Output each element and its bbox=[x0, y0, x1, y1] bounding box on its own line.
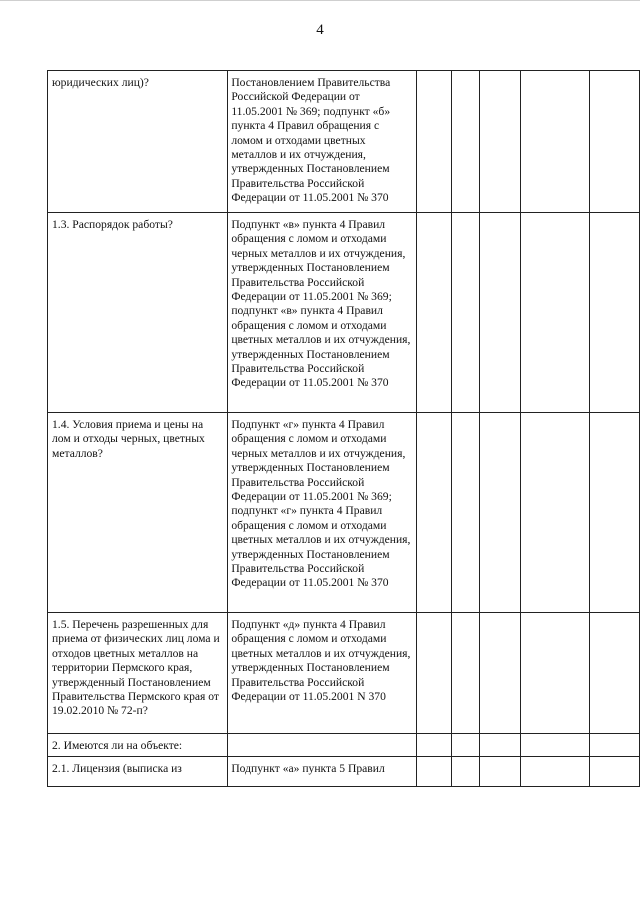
empty-cell bbox=[589, 734, 639, 757]
empty-cell bbox=[451, 613, 479, 734]
empty-cell bbox=[479, 413, 520, 613]
legal-basis-cell: Подпункт «а» пункта 5 Правил bbox=[228, 757, 417, 787]
question-cell: 1.3. Распорядок работы? bbox=[48, 213, 228, 413]
legal-basis-cell: Подпункт «д» пункта 4 Правил обращения с ломом и отходами цветных металлов и их отчуждения, утвержденных Постановлением Правительства Российской Федерации от 11.05.2001 N 370 bbox=[228, 613, 417, 734]
table-row bbox=[48, 413, 640, 613]
question-cell: юридических лиц)? bbox=[48, 71, 228, 213]
empty-cell bbox=[589, 71, 639, 213]
empty-cell bbox=[451, 213, 479, 413]
empty-cell bbox=[589, 757, 639, 787]
table-row bbox=[48, 734, 640, 757]
empty-cell bbox=[520, 213, 589, 413]
page-top-edge bbox=[0, 0, 640, 1]
empty-cell bbox=[589, 213, 639, 413]
question-cell: 2. Имеются ли на объекте: bbox=[48, 734, 228, 757]
legal-basis-cell bbox=[228, 734, 417, 757]
legal-basis-cell: Постановлением Правительства Российской Федерации от 11.05.2001 № 369; подпункт «б» пункта 4 Правил обращения с ломом и отходами цветных металлов и их отчуждения, утвержденных Постановлением Правительства Российской Федерации от 11.05.2001 № 370 bbox=[228, 71, 417, 213]
empty-cell bbox=[520, 613, 589, 734]
empty-cell bbox=[417, 71, 451, 213]
question-cell: 2.1. Лицензия (выписка из bbox=[48, 757, 228, 787]
table-row bbox=[48, 213, 640, 413]
table-row bbox=[48, 613, 640, 734]
empty-cell bbox=[451, 757, 479, 787]
empty-cell bbox=[479, 71, 520, 213]
empty-cell bbox=[520, 734, 589, 757]
empty-cell bbox=[589, 613, 639, 734]
empty-cell bbox=[589, 413, 639, 613]
empty-cell bbox=[417, 734, 451, 757]
question-cell: 1.4. Условия приема и цены на лом и отходы черных, цветных металлов? bbox=[48, 413, 228, 613]
empty-cell bbox=[520, 757, 589, 787]
empty-cell bbox=[479, 734, 520, 757]
table-row bbox=[48, 71, 640, 213]
empty-cell bbox=[479, 757, 520, 787]
empty-cell bbox=[451, 71, 479, 213]
table-row bbox=[48, 757, 640, 787]
legal-basis-cell: Подпункт «в» пункта 4 Правил обращения с ломом и отходами черных металлов и их отчуждения, утвержденных Постановлением Правительства Российской Федерации от 11.05.2001 № 369; подпункт «в» пункта 4 Правил обращения с ломом и отходами цветных металлов и их отчуждения, утвержденных Постановлением Правительства Российской Федерации от 11.05.2001 № 370 bbox=[228, 213, 417, 413]
legal-basis-cell: Подпункт «г» пункта 4 Правил обращения с ломом и отходами черных металлов и их отчуждения, утвержденных Постановлением Правительства Российской Федерации от 11.05.2001 № 369; подпункт «г» пункта 4 Правил обращения с ломом и отходами цветных металлов и их отчуждения, утвержденных Постановлением Правительства Российской Федерации от 11.05.2001 № 370 bbox=[228, 413, 417, 613]
empty-cell bbox=[520, 413, 589, 613]
page-number: 4 bbox=[316, 22, 324, 38]
checklist-table bbox=[47, 70, 640, 787]
empty-cell bbox=[417, 613, 451, 734]
empty-cell bbox=[520, 71, 589, 213]
empty-cell bbox=[417, 213, 451, 413]
empty-cell bbox=[417, 757, 451, 787]
empty-cell bbox=[451, 734, 479, 757]
empty-cell bbox=[479, 613, 520, 734]
question-cell: 1.5. Перечень разрешенных для приема от физических лиц лома и отходов цветных металлов на территории Пермского края, утвержденный Постановлением Правительства Пермского края от 19.02.2010 № 72-п? bbox=[48, 613, 228, 734]
empty-cell bbox=[479, 213, 520, 413]
empty-cell bbox=[451, 413, 479, 613]
empty-cell bbox=[417, 413, 451, 613]
